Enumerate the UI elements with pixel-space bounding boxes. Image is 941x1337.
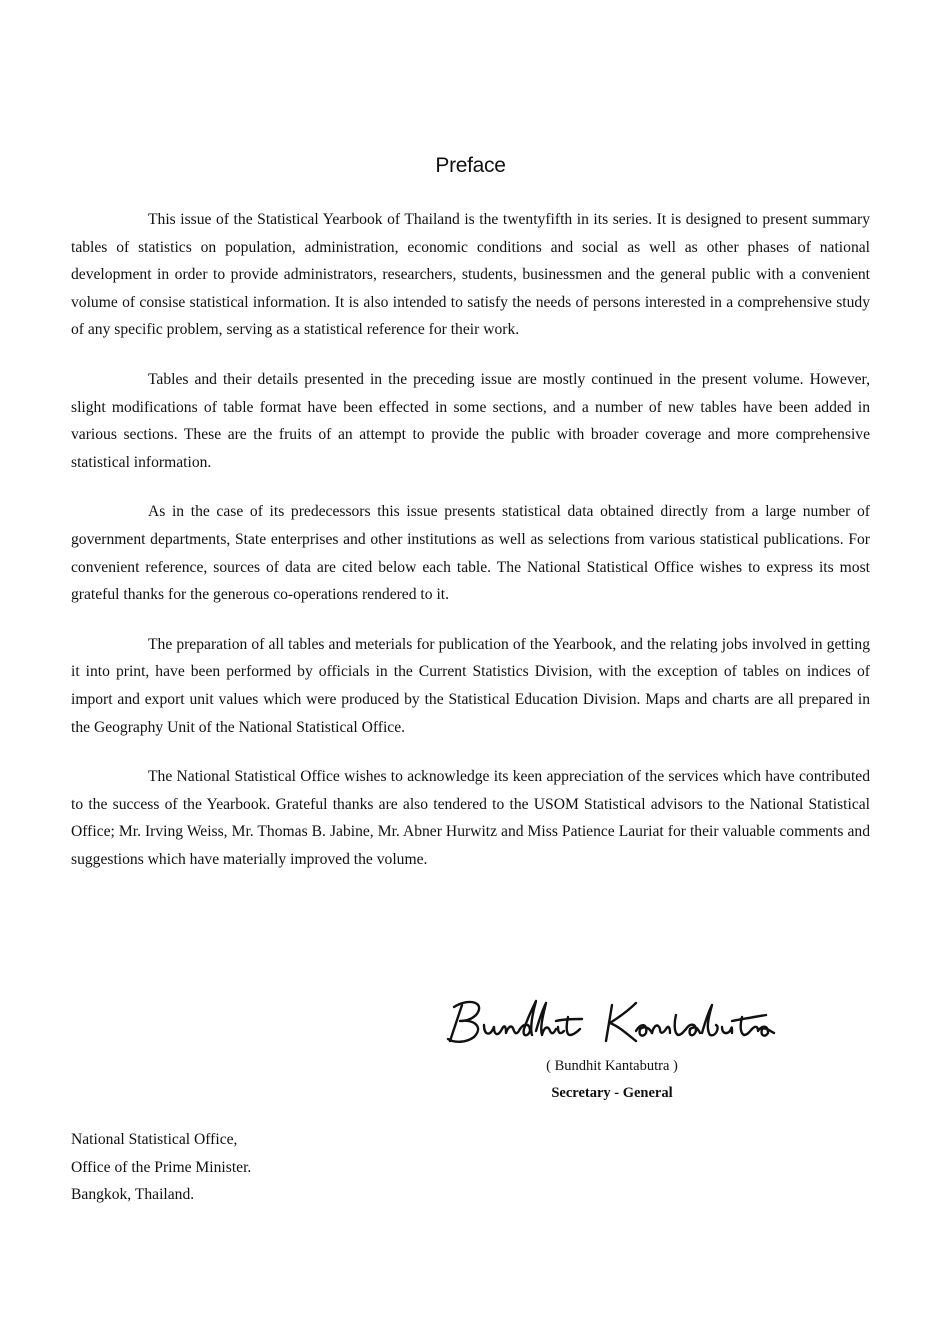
address-line-2: Office of the Prime Minister. xyxy=(71,1158,252,1176)
address-line-3: Bangkok, Thailand. xyxy=(71,1186,195,1203)
signatory-printed-name: ( Bundhit Kantabutra ) xyxy=(546,1058,678,1074)
address-line-1: National Statistical Office, xyxy=(71,1131,238,1148)
page-title: Preface xyxy=(435,154,506,177)
handwritten-signature xyxy=(440,995,780,1047)
preface-body xyxy=(71,206,870,895)
paragraph-4: The preparation of all tables and meterials for publication of the Yearbook, and the relating jobs involved in getting it into print, have been performed by officials in the Current Statistics Division, with the exception of tables on indices of import and export unit values which were produced by the Statistical Education Division. Maps and charts are all prepared in the Geography Unit of the National Statistical Office. xyxy=(71,635,870,736)
office-address xyxy=(71,1126,251,1209)
paragraph-2: Tables and their details presented in the preceding issue are mostly continued in the present volume. However, slight modifications of table format have been effected in some sections, and a number of new tables have been added in various sections. These are the fruits of an attempt to provide the public with broader coverage and more comprehensive statistical information. xyxy=(71,370,870,471)
paragraph-3: As in the case of its predecessors this issue presents statistical data obtained directly from a large number of government departments, State enterprises and other institutions as well as selections from various statistical publications. For convenient reference, sources of data are cited below each table. The National Statistical Office wishes to express its most grateful thanks for the generous co-operations rendered to it. xyxy=(71,503,870,604)
signatory-position: Secretary - General xyxy=(551,1085,673,1101)
paragraph-5: The National Statistical Office wishes to acknowledge its keen appreciation of the services which have contributed to the success of the Yearbook. Grateful thanks are also tendered to the USOM Statistical advisors to the National Statistical Office; Mr. Irving Weiss, Mr. Thomas B. Jabine, Mr. Abner Hurwitz and Miss Patience Lauriat for their valuable comments and suggestions which have materially improved the volume. xyxy=(71,768,870,868)
paragraph-1: This issue of the Statistical Yearbook of Thailand is the twentyfifth in its series. It is designed to present summary tables of statistics on population, administration, economic conditions and social as well as other phases of national development in order to provide administrators, researchers, students, businessmen and the general public with a convenient volume of consise statistical information. It is also intended to satisfy the needs of persons interested in a comprehensive study of any specific problem, serving as a statistical reference for their work. xyxy=(71,211,870,339)
